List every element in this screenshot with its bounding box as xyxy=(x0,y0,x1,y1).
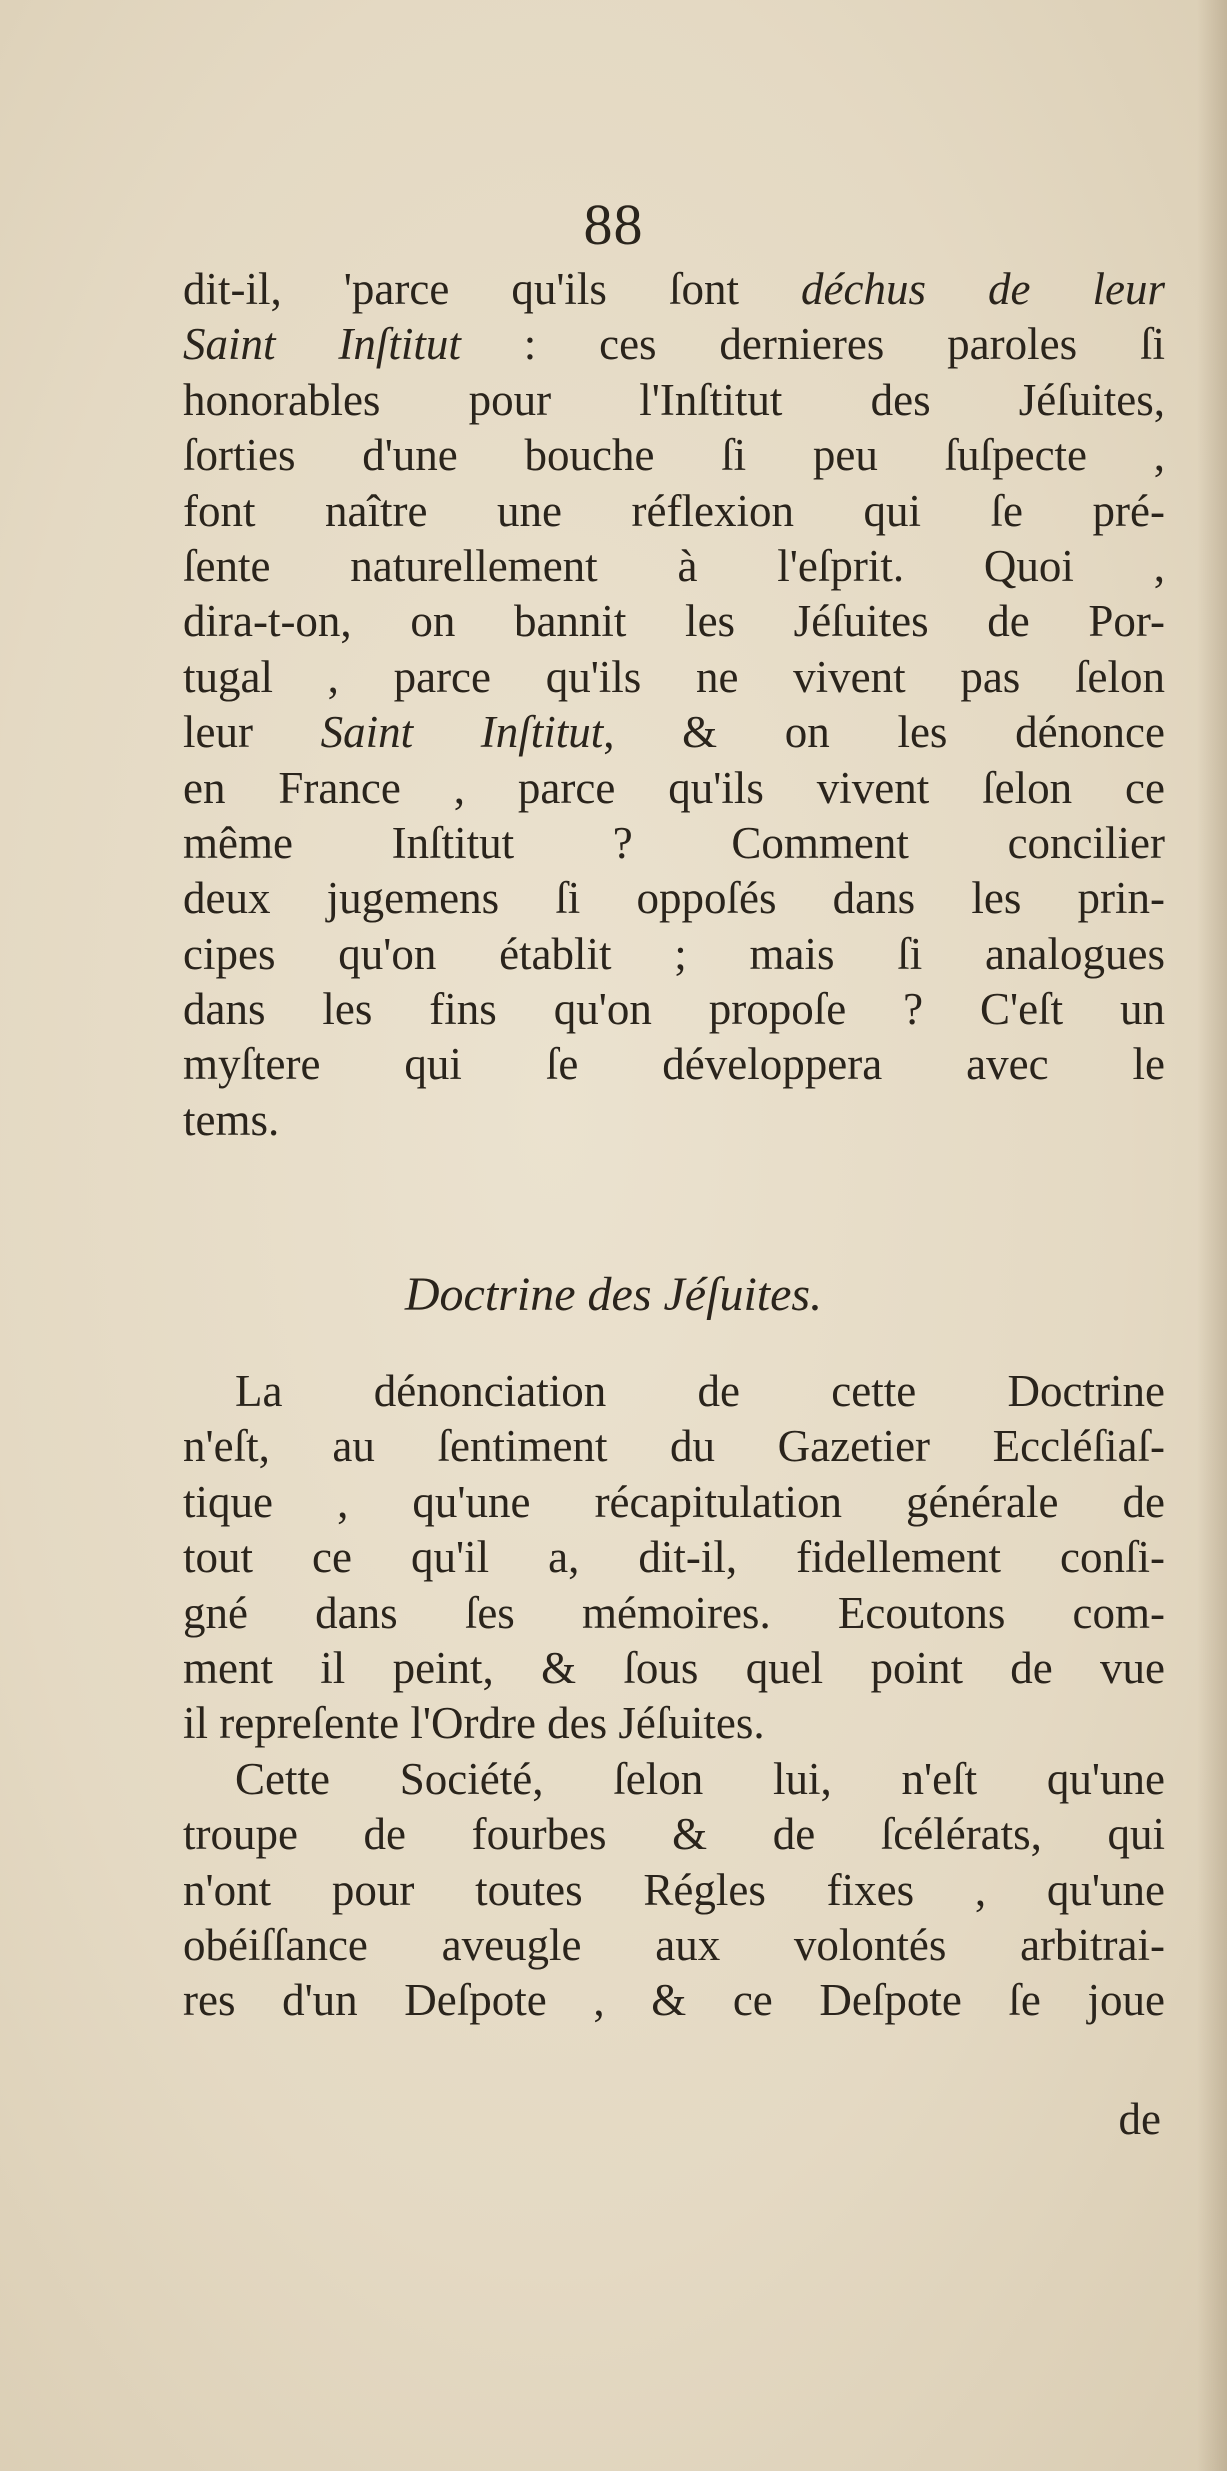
text-line xyxy=(183,1037,1165,1092)
text-run: gné dans ſes mémoires. Ecoutons com- xyxy=(183,1587,1165,1638)
text-line xyxy=(183,1696,1165,1751)
page-edge-shadow xyxy=(1197,0,1227,2471)
text-run: La dénonciation de cette Doctrine xyxy=(235,1366,1165,1416)
text-line xyxy=(183,1752,1165,1807)
text-run: tugal , parce qu'ils ne vivent pas ſelon xyxy=(183,651,1165,702)
text-line xyxy=(183,816,1165,871)
page-number: 88 xyxy=(583,192,644,257)
text-run: en France , parce qu'ils vivent ſelon ce xyxy=(183,762,1165,813)
text-line xyxy=(183,484,1165,539)
text-line xyxy=(183,871,1165,926)
text-run: n'eſt, au ſentiment du Gazetier Eccléſiaſ- xyxy=(183,1421,1165,1472)
text-line xyxy=(183,1364,1165,1419)
text-line xyxy=(183,1807,1165,1862)
text-run: : ces dernieres paroles ſi xyxy=(460,319,1165,370)
text-line xyxy=(183,705,1165,760)
italic-phrase: déchus de leur xyxy=(801,264,1165,314)
text-run: n'ont pour toutes Régles fixes , qu'une xyxy=(183,1864,1165,1915)
text-line xyxy=(183,1863,1165,1918)
text-line xyxy=(183,1093,1165,1148)
text-run: dira-t-on, on bannit les Jéſuites de Por- xyxy=(183,596,1165,647)
italic-phrase: Saint Inſtitut xyxy=(320,707,604,758)
italic-phrase: Saint Inſtitut xyxy=(183,319,461,370)
paragraph-doctrine xyxy=(183,1364,1165,2029)
text-run: myſtere qui ſe développera avec le xyxy=(183,1039,1165,1090)
text-run: res d'un Deſpote , & ce Deſpote ſe joue xyxy=(183,1975,1165,2026)
text-line xyxy=(183,428,1165,483)
text-line xyxy=(183,761,1165,816)
text-run: il repreſente l'Ordre des Jéſuites. xyxy=(183,1698,765,1749)
text-run: dit-il, 'parce qu'ils ſont xyxy=(183,264,802,314)
text-line xyxy=(183,927,1165,982)
text-run: dans les fins qu'on propoſe ? C'eſt un xyxy=(183,984,1165,1035)
text-line xyxy=(183,1530,1165,1585)
text-line xyxy=(183,1918,1165,1973)
text-line xyxy=(183,650,1165,705)
text-run: ſorties d'une bouche ſi peu ſuſpecte , xyxy=(183,430,1165,481)
section-heading: Doctrine des Jéſuites. xyxy=(404,1268,823,1321)
text-line xyxy=(183,1973,1165,2028)
text-run: font naître une réflexion qui ſe pré- xyxy=(183,485,1165,536)
text-line xyxy=(183,539,1165,594)
text-run: ſente naturellement à l'eſprit. Quoi , xyxy=(183,540,1165,591)
text-run: leur xyxy=(183,707,321,758)
text-line xyxy=(183,1586,1165,1641)
text-line xyxy=(183,317,1165,372)
text-run: cipes qu'on établit ; mais ſi analogues xyxy=(183,928,1165,979)
text-line xyxy=(183,1641,1165,1696)
text-run: tems. xyxy=(183,1094,280,1145)
text-run: , & on les dénonce xyxy=(603,707,1165,758)
text-line xyxy=(183,594,1165,649)
paragraph-continuation xyxy=(183,262,1165,1148)
text-run: ment il peint, & ſous quel point de vue xyxy=(183,1642,1165,1693)
text-line xyxy=(183,1419,1165,1474)
text-run: tique , qu'une récapitulation générale de xyxy=(183,1476,1165,1527)
text-run: honorables pour l'Inſtitut des Jéſuites, xyxy=(183,374,1165,425)
text-run: Cette Société, ſelon lui, n'eſt qu'une xyxy=(235,1753,1165,1804)
text-line xyxy=(183,262,1165,317)
text-run: obéiſſance aveugle aux volontés arbitrai- xyxy=(183,1919,1165,1970)
text-run: même Inſtitut ? Comment concilier xyxy=(183,817,1165,868)
text-line xyxy=(183,1475,1165,1530)
text-line xyxy=(183,373,1165,428)
text-line xyxy=(183,982,1165,1037)
text-run: tout ce qu'il a, dit-il, fidellement conſi- xyxy=(183,1532,1165,1583)
text-run: troupe de fourbes & de ſcélérats, qui xyxy=(183,1809,1165,1860)
text-run: deux jugemens ſi oppoſés dans les prin- xyxy=(183,873,1165,924)
catchword: de xyxy=(1118,2094,1161,2144)
